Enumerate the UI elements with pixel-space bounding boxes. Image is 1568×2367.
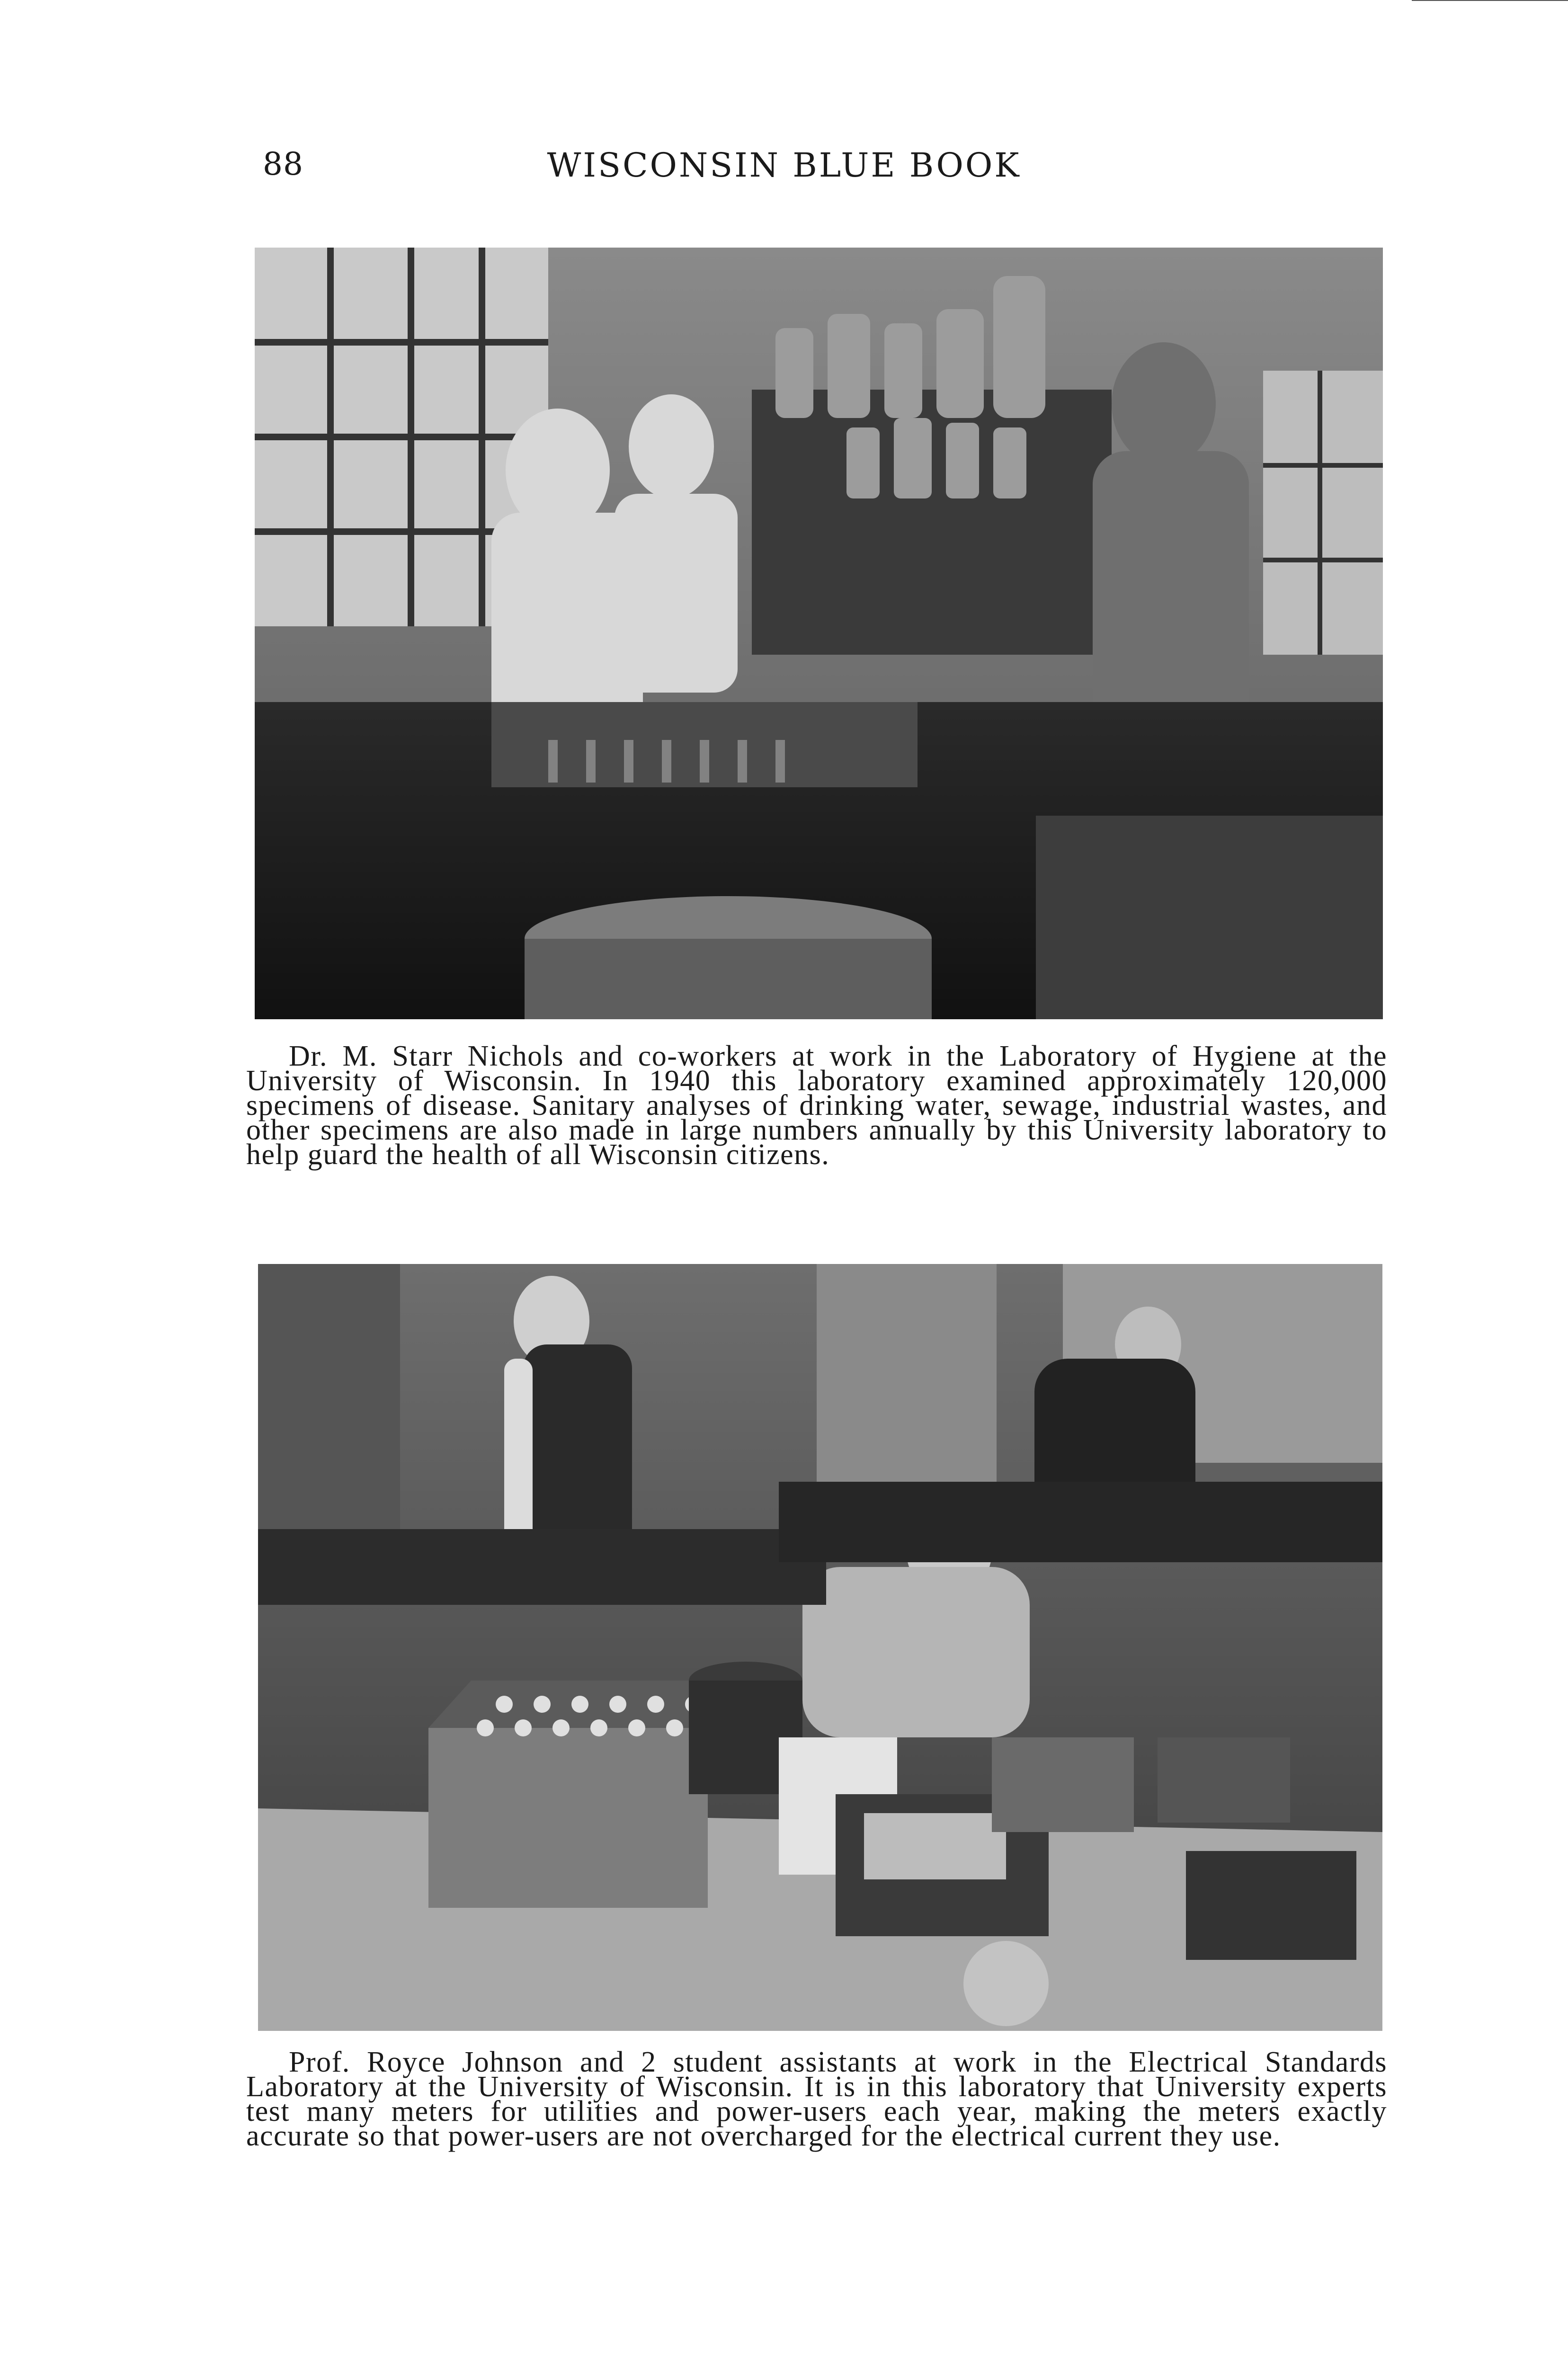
photo-hygiene-lab-image xyxy=(255,248,1383,1019)
caption-laboratory-of-hygiene: Dr. M. Starr Nichols and co-workers at work in the Laboratory of Hygiene at the University of Wisconsin. In 1940 this laboratory examined approximately 120,000 specimens of disease. Sanitary analyses of drinking water, sewage, industrial wastes, and other specimens are also made in large numbers annually by this University laboratory to help guard the health of all Wisconsin citizens. xyxy=(246,1040,1387,1171)
photo-electrical-lab-image xyxy=(258,1264,1382,2031)
page-number: 88 xyxy=(263,146,303,182)
scan-edge-rule xyxy=(1412,0,1568,1)
photo-laboratory-of-hygiene xyxy=(255,248,1383,1019)
running-title: WISCONSIN BLUE BOOK xyxy=(547,146,1021,185)
caption-electrical-standards-laboratory: Prof. Royce Johnson and 2 student assistants at work in the Electrical Standards Laboratory at the University of Wisconsin. It is in this laboratory that University experts test many meters for utilities and power-users each year, making the meters exactly accurate so that power-users are not overcharged for the electrical current they use. xyxy=(246,2046,1387,2152)
photo-electrical-standards-laboratory xyxy=(258,1264,1382,2031)
